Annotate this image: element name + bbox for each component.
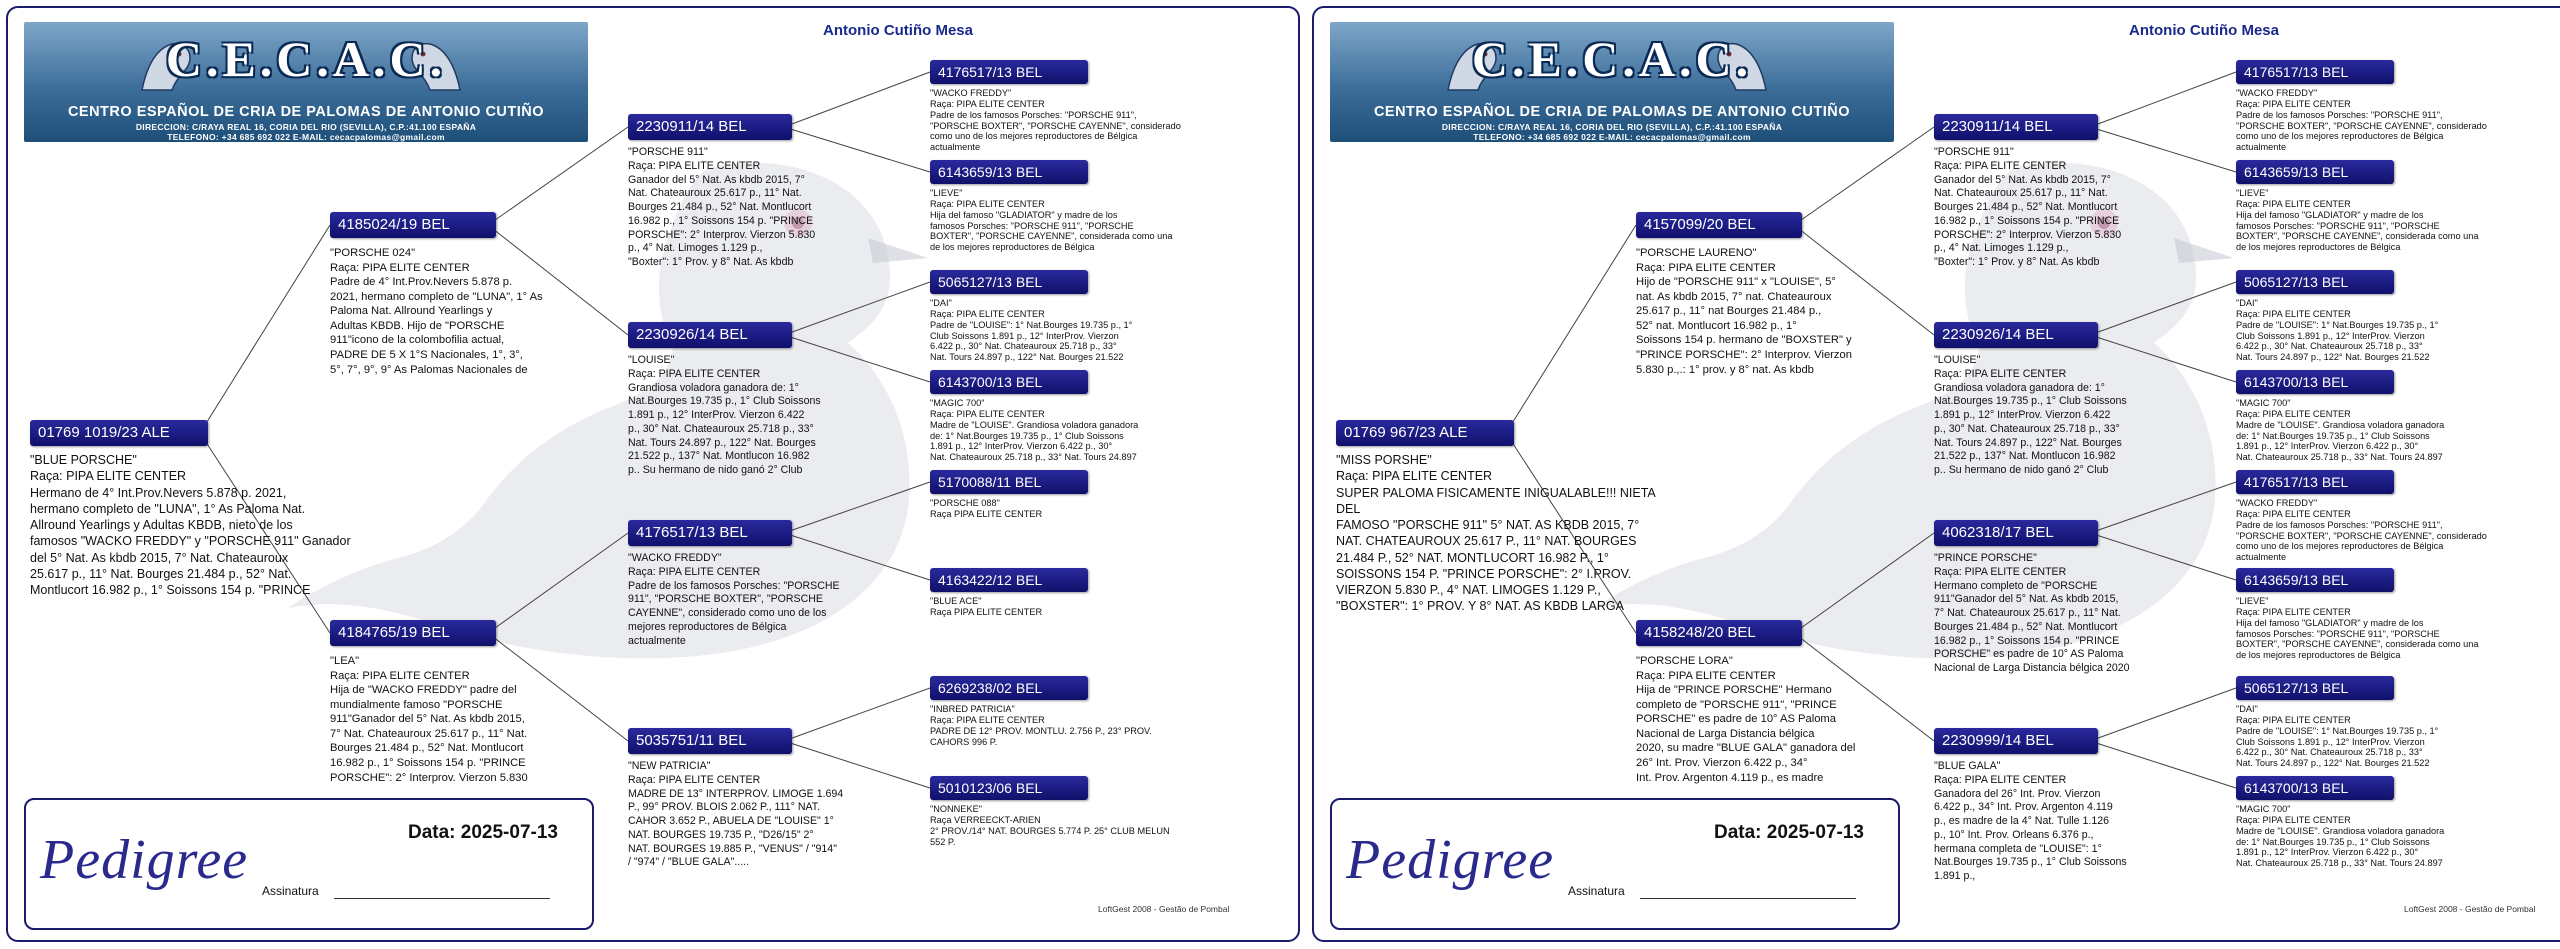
great-grandparent-info: "MAGIC 700" Raça: PIPA ELITE CENTER Madre de "LOUISE". Grandiosa voladora ganadora de: 1° Nat.Bourges 19.735 p., 1° Club Soissons 1.891 p., 12° InterProv. Vierzon 6.422 p., 30° Nat. Chateauroux 25.718 p., 33° Nat. Tours 24.897: [930, 398, 1139, 463]
subject-ring: 01769 1019/23 ALE: [30, 420, 208, 446]
great-grandparent-info: "INBRED PATRICIA" Raça: PIPA ELITE CENTER PADRE DE 12° PROV. MONTLU. 2.756 P., 23° PROV. CAHORS 996 P.: [930, 704, 1152, 747]
banner-address-text: DIRECCION: C/RAYA REAL 16, CORIA DEL RIO (SEVILLA), C.P.:41.100 ESPAÑA: [135, 122, 477, 132]
pedigree-sheet: [1312, 6, 2560, 942]
dam-ring: 4184765/19 BEL: [330, 620, 496, 646]
great-grandparent-ring: 5170088/11 BEL: [930, 470, 1088, 494]
sire-ring: 4157099/20 BEL: [1636, 212, 1802, 238]
great-grandparent-info: "DAI" Raça: PIPA ELITE CENTER Padre de "LOUISE": 1° Nat.Bourges 19.735 p., 1° Club Soissons 1.891 p., 12° InterProv. Vierzon 6.422 p., 30° Nat. Chateauroux 25.718 p., 33° Nat. Tours 24.897 p., 122° Nat. Bourges 21.522: [930, 298, 1133, 363]
grandparent-ring: 4062318/17 BEL: [1934, 520, 2098, 546]
grandparent-info: "WACKO FREDDY" Raça: PIPA ELITE CENTER Padre de los famosos Porsches: "PORSCHE 911", "PORSCHE BOXTER", "PORSCHE CAYENNE", considerado como uno de los mejores reproductores de Bélgica actualmente: [628, 552, 840, 647]
great-grandparent-ring: 6143659/13 BEL: [2236, 160, 2394, 184]
grandparent-info: "LOUISE" Raça: PIPA ELITE CENTER Grandiosa voladora ganadora de: 1° Nat.Bourges 19.735 p., 1° Club Soissons 1.891 p., 12° InterProv. Vierzon 6.422 p., 30° Nat. Chateauroux 25.718 p., 33° Nat. Tours 24.897 p., 122° Nat. Bourges 21.522 p., 137° Nat. Montlucon 16.982 p.. Su hermano de nido ganó 2° Club: [628, 354, 821, 477]
cecac-banner: [1330, 22, 1894, 142]
subject-ring: 01769 967/23 ALE: [1336, 420, 1514, 446]
great-grandparent-ring: 5065127/13 BEL: [2236, 676, 2394, 700]
great-grandparent-ring: 4176517/13 BEL: [2236, 60, 2394, 84]
pedigree-date: Data: 2025-07-13: [1714, 822, 1864, 843]
banner-contact-text: TELEFONO: +34 685 692 022 E-MAIL: cecacpalomas@gmail.com: [167, 132, 445, 142]
great-grandparent-ring: 6269238/02 BEL: [930, 676, 1088, 700]
owner-name: Antonio Cutiño Mesa: [823, 22, 973, 39]
grandparent-info: "LOUISE" Raça: PIPA ELITE CENTER Grandiosa voladora ganadora de: 1° Nat.Bourges 19.735 p., 1° Club Soissons 1.891 p., 12° InterProv. Vierzon 6.422 p., 30° Nat. Chateauroux 25.718 p., 33° Nat. Tours 24.897 p., 122° Nat. Bourges 21.522 p., 137° Nat. Montlucon 16.982 p.. Su hermano de nido ganó 2° Club: [1934, 354, 2127, 477]
grandparent-info: "PRINCE PORSCHE" Raça: PIPA ELITE CENTER Hermano completo de "PORSCHE 911"Ganador del 5° Nat. As kbdb 2015, 7° Nat. Chateauroux 25.617 p., 11° Nat. Bourges 21.484 p., 52° Nat. Montlucort 16.982 p., 1° Soissons 154 p. "PRINCE PORSCHE" es padre de 10° AS Paloma Nacional de Larga Distancia bélgica 2020: [1934, 552, 2130, 675]
connector-line: [1794, 533, 1934, 633]
great-grandparent-info: "WACKO FREDDY" Raça: PIPA ELITE CENTER Padre de los famosos Porsches: "PORSCHE 911", "PORSCHE BOXTER", "PORSCHE CAYENNE", considerado como uno de los mejores reproductores de Bélgica actualmente: [2236, 498, 2487, 563]
great-grandparent-ring: 6143659/13 BEL: [2236, 568, 2394, 592]
great-grandparent-info: "LIEVE" Raça: PIPA ELITE CENTER Hija del famoso "GLADIATOR" y madre de los famosos Porsches: "PORSCHE 911", "PORSCHE BOXTER", "PORSCHE CAYENNE", considerada como una de los mejores reproductores de Bélgica: [930, 188, 1173, 253]
grandparent-ring: 2230911/14 BEL: [628, 114, 792, 140]
banner-address: [1330, 122, 1894, 142]
great-grandparent-ring: 6143700/13 BEL: [2236, 776, 2394, 800]
grandparent-ring: 5035751/11 BEL: [628, 728, 792, 754]
grandparent-info: "PORSCHE 911" Raça: PIPA ELITE CENTER Ganador del 5° Nat. As kbdb 2015, 7° Nat. Chateauroux 25.617 p., 11° Nat. Bourges 21.484 p., 52° Nat. Montlucort 16.982 p., 1° Soissons 154 p. "PRINCE PORSCHE": 2° Interprov. Vierzon 5.830 p., 4° Nat. Limoges 1.129 p., "Boxter": 1° Prov. y 8° Nat. As kbdb: [628, 146, 816, 269]
owner-name: Antonio Cutiño Mesa: [2129, 22, 2279, 39]
great-grandparent-info: "MAGIC 700" Raça: PIPA ELITE CENTER Madre de "LOUISE". Grandiosa voladora ganadora de: 1° Nat.Bourges 19.735 p., 1° Club Soissons 1.891 p., 12° InterProv. Vierzon 6.422 p., 30° Nat. Chateauroux 25.718 p., 33° Nat. Tours 24.897: [2236, 804, 2445, 869]
great-grandparent-info: "WACKO FREDDY" Raça: PIPA ELITE CENTER Padre de los famosos Porsches: "PORSCHE 911", "PORSCHE BOXTER", "PORSCHE CAYENNE", considerado como uno de los mejores reproductores de Bélgica actualmente: [2236, 88, 2487, 153]
great-grandparent-info: "MAGIC 700" Raça: PIPA ELITE CENTER Madre de "LOUISE". Grandiosa voladora ganadora de: 1° Nat.Bourges 19.735 p., 1° Club Soissons 1.891 p., 12° InterProv. Vierzon 6.422 p., 30° Nat. Chateauroux 25.718 p., 33° Nat. Tours 24.897: [2236, 398, 2445, 463]
dam-ring: 4158248/20 BEL: [1636, 620, 1802, 646]
pedigree-footer-box: [24, 798, 594, 930]
subject-info: "MISS PORSHE" Raça: PIPA ELITE CENTER SUPER PALOMA FISICAMENTE INIGUALABLE!!! NIETA DEL FAMOSO "PORSCHE 911" 5° NAT. AS KBDB 2015, 7° NAT. CHATEAUROUX 25.617 P., 11° NAT. BOURGES 21.484 P., 52° NAT. MONTLUCORT 16.982 P., 1° SOISSONS 154 P. "PRINCE PORSCHE": 2° I.PROV. VIERZON 5.830 P., 4° NAT. LIMOGES 1.129 P., "BOXSTER": 1° PROV. Y 8° NAT. AS KBDB LARGA: [1336, 453, 1656, 614]
grandparent-ring: 4176517/13 BEL: [628, 520, 792, 546]
grandparent-ring: 2230999/14 BEL: [1934, 728, 2098, 754]
great-grandparent-info: "NONNEKE" Raça VERREECKT-ARIEN 2° PROV./14° NAT. BOURGES 5.774 P. 25° CLUB MELUN 552 P.: [930, 804, 1170, 847]
great-grandparent-ring: 5065127/13 BEL: [930, 270, 1088, 294]
banner-title: C.E.C.A.C.: [165, 31, 447, 87]
great-grandparent-ring: 6143700/13 BEL: [2236, 370, 2394, 394]
banner-address-text: DIRECCION: C/RAYA REAL 16, CORIA DEL RIO (SEVILLA), C.P.:41.100 ESPAÑA: [1441, 122, 1783, 132]
banner-contact-text: TELEFONO: +34 685 692 022 E-MAIL: cecacpalomas@gmail.com: [1473, 132, 1751, 142]
sire-info: "PORSCHE LAURENO" Raça: PIPA ELITE CENTER Hijo de "PORSCHE 911" x "LOUISE", 5° nat. As kbdb 2015, 7° nat. Chateauroux 25.617 p., 11° nat Bourges 21.484 p., 52° nat. Montlucort 16.982 p., 1° Soissons 154 p. hermano de "BOXSTER" y "PRINCE PORSCHE": 2° Interprov. Vierzon 5.830 p.,.: 1° prov. y 8° nat. As kbdb: [1636, 247, 1852, 376]
great-grandparent-ring: 4163422/12 BEL: [930, 568, 1088, 592]
signature-label: Assinatura: [1568, 884, 1625, 898]
cecac-banner: [24, 22, 588, 142]
connector-line: [200, 225, 330, 433]
connector-line: [2090, 72, 2236, 127]
grandparent-ring: 2230926/14 BEL: [628, 322, 792, 348]
great-grandparent-info: "DAI" Raça: PIPA ELITE CENTER Padre de "LOUISE": 1° Nat.Bourges 19.735 p., 1° Club Soissons 1.891 p., 12° InterProv. Vierzon 6.422 p., 30° Nat. Chateauroux 25.718 p., 33° Nat. Tours 24.897 p., 122° Nat. Bourges 21.522: [2236, 704, 2439, 769]
banner-subtitle: CENTRO ESPAÑOL DE CRIA DE PALOMAS DE ANTONIO CUTIÑO: [1373, 104, 1851, 120]
banner-subtitle: CENTRO ESPAÑOL DE CRIA DE PALOMAS DE ANTONIO CUTIÑO: [67, 104, 545, 120]
pedigree-logo: Pedigree: [40, 829, 249, 891]
pedigree-date: Data: 2025-07-13: [408, 822, 558, 843]
great-grandparent-ring: 4176517/13 BEL: [2236, 470, 2394, 494]
signature-label: Assinatura: [262, 884, 319, 898]
signature-line: [334, 898, 550, 899]
connector-line: [1506, 225, 1636, 433]
great-grandparent-info: "DAI" Raça: PIPA ELITE CENTER Padre de "LOUISE": 1° Nat.Bourges 19.735 p., 1° Club Soissons 1.891 p., 12° InterProv. Vierzon 6.422 p., 30° Nat. Chateauroux 25.718 p., 33° Nat. Tours 24.897 p., 122° Nat. Bourges 21.522: [2236, 298, 2439, 363]
subject-info: "BLUE PORSCHE" Raça: PIPA ELITE CENTER Hermano de 4° Int.Prov.Nevers 5.878 p. 2021, hermano completo de "LUNA", 1° As Paloma Nat. Allround Yearlings y Adultas KBDB, nieto de los famosos "WACKO FREDDY" y "PORSCHE 911" Ganador del 5° Nat. As kbdb 2015, 7° Nat. Chateauroux 25.617 p., 11° Nat. Bourges 21.484 p., 52° Nat. Montlucort 16.982 p., 1° Soissons 154 p. "PRINCE: [30, 453, 351, 597]
great-grandparent-info: "LIEVE" Raça: PIPA ELITE CENTER Hija del famoso "GLADIATOR" y madre de los famosos Porsches: "PORSCHE 911", "PORSCHE BOXTER", "PORSCHE CAYENNE", considerada como una de los mejores reproductores de Bélgica: [2236, 596, 2479, 661]
pedigree-footer-box: [1330, 798, 1900, 930]
grandparent-info: "NEW PATRICIA" Raça: PIPA ELITE CENTER MADRE DE 13° INTERPROV. LIMOGE 1.694 P., 99° PROV. BLOIS 2.062 P., 111° NAT. CAHOR 3.652 P., ABUELA DE "LOUISE" 1° NAT. BOURGES 19.735 P., "D26/15" 2° NAT. BOURGES 19.885 P., "VENUS" / "914" / "974" / "BLUE GALA".....: [628, 760, 844, 869]
great-grandparent-ring: 5010123/06 BEL: [930, 776, 1088, 800]
great-grandparent-ring: 6143659/13 BEL: [930, 160, 1088, 184]
sire-info: "PORSCHE 024" Raça: PIPA ELITE CENTER Padre de 4° Int.Prov.Nevers 5.878 p. 2021, hermano completo de "LUNA", 1° As Paloma Nat. Allround Yearlings y Adultas KBDB. Hijo de "PORSCHE 911"icono de la colombofilia actual, PADRE DE 5 X 1°S Nacionales, 1°, 3°, 5°, 7°, 9°, 9° As Palomas Nacionales de: [330, 247, 543, 376]
grandparent-ring: 2230926/14 BEL: [1934, 322, 2098, 348]
great-grandparent-info: "PORSCHE 088" Raça PIPA ELITE CENTER: [930, 498, 1043, 519]
connector-line: [784, 688, 930, 741]
software-footer: LoftGest 2008 - Gestão de Pombal: [1098, 904, 1230, 914]
grandparent-info: "BLUE GALA" Raça: PIPA ELITE CENTER Ganadora del 26° Int. Prov. Vierzon 6.422 p., 34° Int. Prov. Argenton 4.119 p., es madre de la 4° Nat. Tulle 1.126 p., 10° Int. Prov. Orleans 6.376 p., hermana completa de "LOUISE": 1° Nat.Bourges 19.735 p., 1° Club Soissons 1.891 p.,: [1934, 760, 2127, 883]
banner-title: C.E.C.A.C.: [1471, 31, 1753, 87]
great-grandparent-ring: 6143700/13 BEL: [930, 370, 1088, 394]
dam-info: "PORSCHE LORA" Raça: PIPA ELITE CENTER Hija de "PRINCE PORSCHE" Hermano completo de "PORSCHE 911", "PRINCE PORSCHE" es padre de 10° AS Paloma Nacional de Larga Distancia bélgica 2020, su madre "BLUE GALA" ganadora del 26° Int. Prov. Vierzon 6.422 p., 34° Int. Prov. Argenton 4.119 p., es madre: [1636, 655, 1856, 784]
great-grandparent-ring: 4176517/13 BEL: [930, 60, 1088, 84]
sire-ring: 4185024/19 BEL: [330, 212, 496, 238]
pedigree-logo: Pedigree: [1346, 829, 1555, 891]
grandparent-info: "PORSCHE 911" Raça: PIPA ELITE CENTER Ganador del 5° Nat. As kbdb 2015, 7° Nat. Chateauroux 25.617 p., 11° Nat. Bourges 21.484 p., 52° Nat. Montlucort 16.982 p., 1° Soissons 154 p. "PRINCE PORSCHE": 2° Interprov. Vierzon 5.830 p., 4° Nat. Limoges 1.129 p., "Boxter": 1° Prov. y 8° Nat. As kbdb: [1934, 146, 2122, 269]
great-grandparent-info: "LIEVE" Raça: PIPA ELITE CENTER Hija del famoso "GLADIATOR" y madre de los famosos Porsches: "PORSCHE 911", "PORSCHE BOXTER", "PORSCHE CAYENNE", considerada como una de los mejores reproductores de Bélgica: [2236, 188, 2479, 253]
connector-line: [2090, 688, 2236, 741]
pedigree-sheet: [6, 6, 1300, 942]
grandparent-ring: 2230911/14 BEL: [1934, 114, 2098, 140]
great-grandparent-info: "BLUE ACE" Raça PIPA ELITE CENTER: [930, 596, 1043, 617]
great-grandparent-info: "WACKO FREDDY" Raça: PIPA ELITE CENTER Padre de los famosos Porsches: "PORSCHE 911", "PORSCHE BOXTER", "PORSCHE CAYENNE", considerado como uno de los mejores reproductores de Bélgica actualmente: [930, 88, 1181, 153]
connector-line: [2090, 482, 2236, 533]
connector-line: [784, 482, 930, 533]
software-footer: LoftGest 2008 - Gestão de Pombal: [2404, 904, 2536, 914]
signature-line: [1640, 898, 1856, 899]
dam-info: "LEA" Raça: PIPA ELITE CENTER Hija de "WACKO FREDDY" padre del mundialmente famoso "PORSCHE 911"Ganador del 5° Nat. As kbdb 2015, 7° Nat. Chateauroux 25.617 p., 11° Nat. Bourges 21.484 p., 52° Nat. Montlucort 16.982 p., 1° Soissons 154 p. "PRINCE PORSCHE": 2° Interprov. Vierzon 5.830: [330, 655, 528, 784]
banner-address: [24, 122, 588, 142]
connector-line: [784, 282, 930, 335]
great-grandparent-ring: 5065127/13 BEL: [2236, 270, 2394, 294]
connector-line: [488, 533, 628, 633]
connector-line: [784, 72, 930, 127]
connector-line: [2090, 282, 2236, 335]
